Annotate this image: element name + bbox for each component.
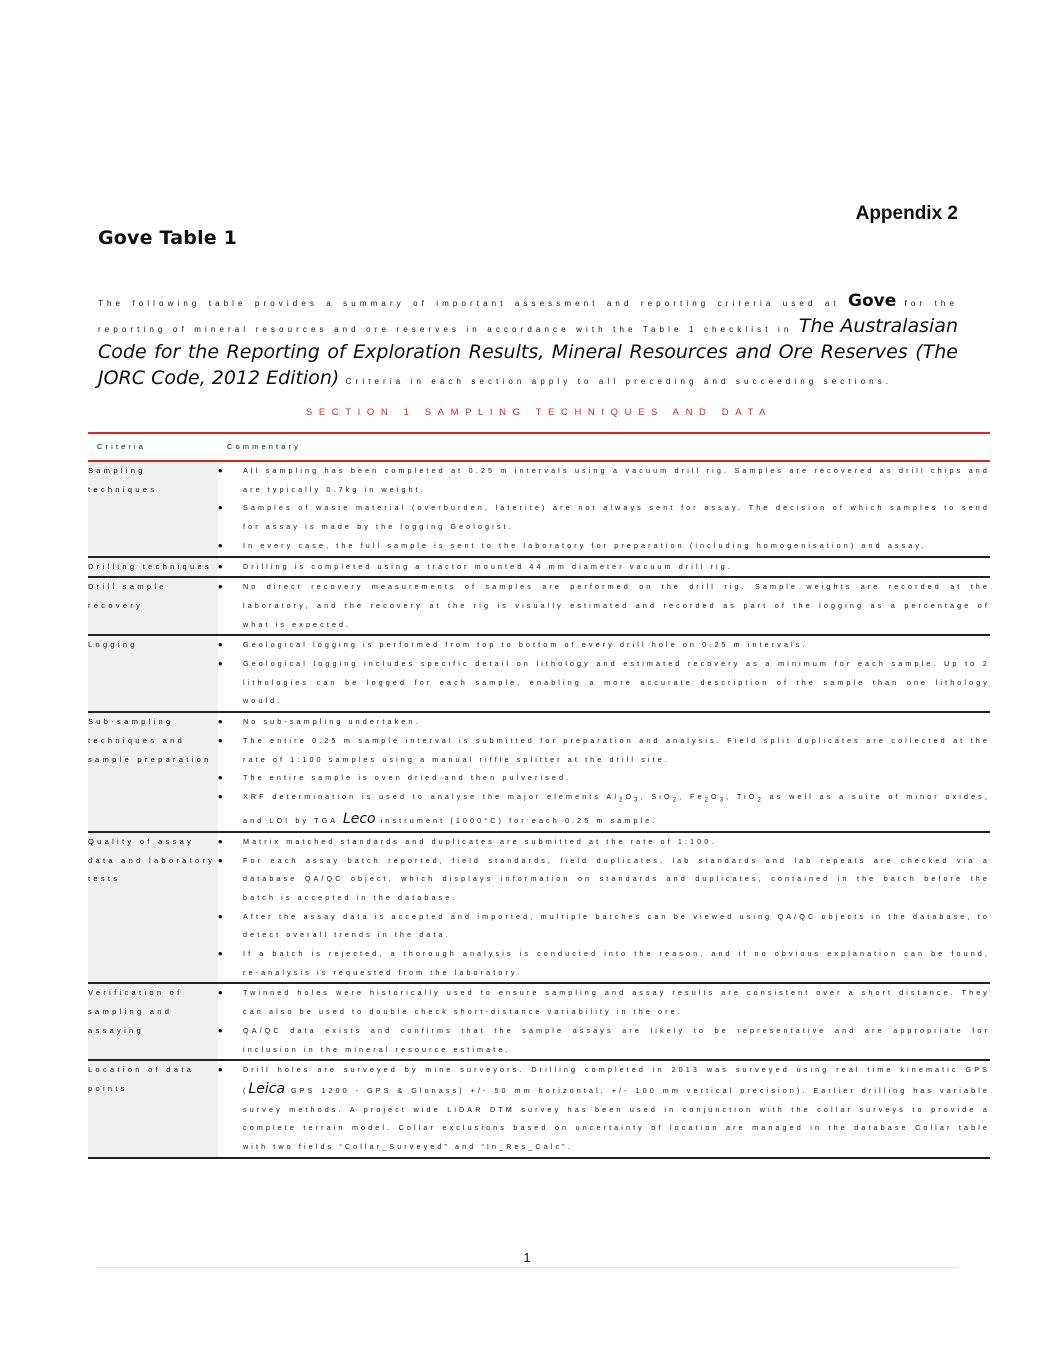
appendix-label: Appendix 2 [855, 203, 958, 224]
bullet-point: • Geological logging includes specific detail on lithology and estimated recovery as a minimum for each sample. Up to 2 lithologies can be logged for each sample, enabling a more accurate description of the sample than one lithology would. [218, 655, 990, 711]
criteria-cell: Quality of assay data and laboratory tests [88, 832, 218, 984]
table-row [88, 557, 990, 578]
xrf-text: , TiO [726, 791, 758, 801]
jorc-code-title: The Australasian Code for the Reporting of Exploration Results, Mineral Resources and Ore Reserves (The JORC Code, 2012 Edition) [98, 315, 958, 389]
criteria-cell: Drill sample recovery [88, 577, 218, 635]
xrf-text: , Fe [679, 791, 705, 801]
bullet-point: • Samples of waste material (overburden, laterite) are not always sent for assay. The decision of which samples to send for assay is made by the logging Geologist. [218, 499, 990, 536]
subscript: 2 [757, 797, 764, 804]
bullet-point-survey [218, 1061, 990, 1157]
table-row [88, 577, 990, 635]
table-row [88, 461, 990, 557]
table-header-row [88, 433, 990, 461]
table-row [88, 712, 990, 832]
leica-brand: Leica [248, 1080, 286, 1097]
bullet-point: • All sampling has been completed at 0.25 m intervals using a vacuum drill rig. Samples are recovered as drill chips and are typically 0.7kg in weight. [218, 462, 990, 499]
xrf-text: O [711, 791, 720, 801]
subscript: 2 [619, 797, 626, 804]
criteria-cell: Verification of sampling and assaying [88, 983, 218, 1060]
intro-paragraph [98, 290, 958, 393]
bullet-point: • After the assay data is accepted and imported, multiple batches can be viewed using QA/QC objects in the database, to detect overall trends in the data. [218, 908, 990, 945]
bullet-point: • In every case, the full sample is sent to the laboratory for preparation (including homogenisation) and assay. [218, 537, 990, 556]
bullet-point: • No sub-sampling undertaken. [218, 713, 990, 732]
intro-text-1: The following table provides a summary of important assessment and reporting criteria used at [98, 299, 840, 308]
xrf-text: as well as a suite of minor oxides, and LOI by TGA [243, 791, 990, 826]
subscript: 2 [704, 797, 711, 804]
commentary-cell [218, 635, 990, 712]
commentary-cell [218, 557, 990, 578]
section-heading: SECTION 1 SAMPLING TECHNIQUES AND DATA [305, 407, 773, 418]
intro-text-3: Criteria in each section apply to all preceding and succeeding sections. [345, 377, 893, 386]
criteria-cell: Location of data points [88, 1060, 218, 1158]
bullet-point: • If a batch is rejected, a thorough analysis is conducted into the reason, and if no obvious explanation can be found, re-analysis is requested from the laboratory. [218, 945, 990, 982]
column-header-commentary: Commentary [218, 433, 990, 461]
xrf-text: instrument (1000°C) for each 0.25 m sample. [375, 816, 658, 826]
bullet-point: • Geological logging is performed from top to bottom of every drill hole on 0.25 m intervals. [218, 636, 990, 655]
xrf-text: , SiO [640, 791, 673, 801]
table-row [88, 983, 990, 1060]
subscript: 2 [672, 797, 680, 804]
page-title: Gove Table 1 [98, 227, 238, 249]
bullet-point: • Matrix matched standards and duplicates are submitted at the rate of 1:100. [218, 833, 990, 852]
leco-brand: Leco [342, 811, 376, 828]
bullet-point: • Drilling is completed using a tractor mounted 44 mm diameter vacuum drill rig. [218, 558, 990, 577]
criteria-table [88, 432, 990, 1159]
bullet-point: • The entire 0.25 m sample interval is submitted for preparation and analysis. Field split duplicates are collected at the rate of 1:100 samples using a manual riffle splitter at the drill site. [218, 732, 990, 769]
table-row [88, 832, 990, 984]
criteria-cell: Drilling techniques [88, 557, 218, 578]
intro-text-2: for the reporting of mineral resources and ore reserves in accordance with the Table 1 checklist in [98, 299, 958, 334]
commentary-cell [218, 1060, 990, 1158]
commentary-cell [218, 832, 990, 984]
bullet-point: • Twinned holes were historically used to ensure sampling and assay results are consistent over a short distance. They can also be used to double check short-distance variability in the ore. [218, 984, 990, 1021]
subscript: 3 [719, 797, 727, 804]
criteria-cell: Sampling techniques [88, 461, 218, 557]
table-row [88, 1060, 990, 1158]
xrf-text: O [625, 791, 635, 801]
commentary-cell [218, 983, 990, 1060]
commentary-cell [218, 577, 990, 635]
bullet-point: • QA/QC data exists and confirms that the sample assays are likely to be representative and are appropriate for inclusion in the mineral resource estimate. [218, 1022, 990, 1059]
criteria-cell: Logging [88, 635, 218, 712]
bullet-point: • No direct recovery measurements of samples are performed on the drill rig. Sample weights are recorded at the laboratory, and the recovery at the rig is visually estimated and recorded as part of the logging as a percentage of what is expected. [218, 578, 990, 634]
survey-text: Drill holes are surveyed by mine surveyors. Drilling completed in 2013 was surveyed using real time kinematic GPS ( [243, 1065, 990, 1095]
bullet-point: • For each assay batch reported, field standards, field duplicates, lab standards and lab repeats are checked via a database QA/QC object, which displays information on standards and duplicates, contained in the batch before the batch is accepted in the database. [218, 852, 990, 908]
xrf-text: XRF determination is used to analyse the major elements Al [243, 791, 620, 801]
table-row [88, 635, 990, 712]
site-name: Gove [848, 291, 897, 311]
survey-text: GPS 1200 - GPS & Glonass) +/- 50 mm horizontal, +/- 100 mm vertical precision). Earlier drilling has variable survey methods. A project wide LiDAR DTM survey has been used in conjunction with the collar surveys to provide a complete terrain model. Collar exclusions based on uncertainty of location are managed in the database Collar table with two fields “Collar_Surveyed” and “In_Res_Calc”. [243, 1085, 990, 1152]
page-number: 1 [523, 1250, 531, 1265]
commentary-cell [218, 461, 990, 557]
bullet-point: • The entire sample is oven dried and then pulverised. [218, 769, 990, 788]
bullet-point-xrf [218, 788, 990, 831]
footer-divider [96, 1267, 958, 1268]
criteria-cell: Sub-sampling techniques and sample preparation [88, 712, 218, 832]
commentary-cell [218, 712, 990, 832]
column-header-criteria: Criteria [88, 433, 218, 461]
subscript: 3 [634, 797, 641, 804]
